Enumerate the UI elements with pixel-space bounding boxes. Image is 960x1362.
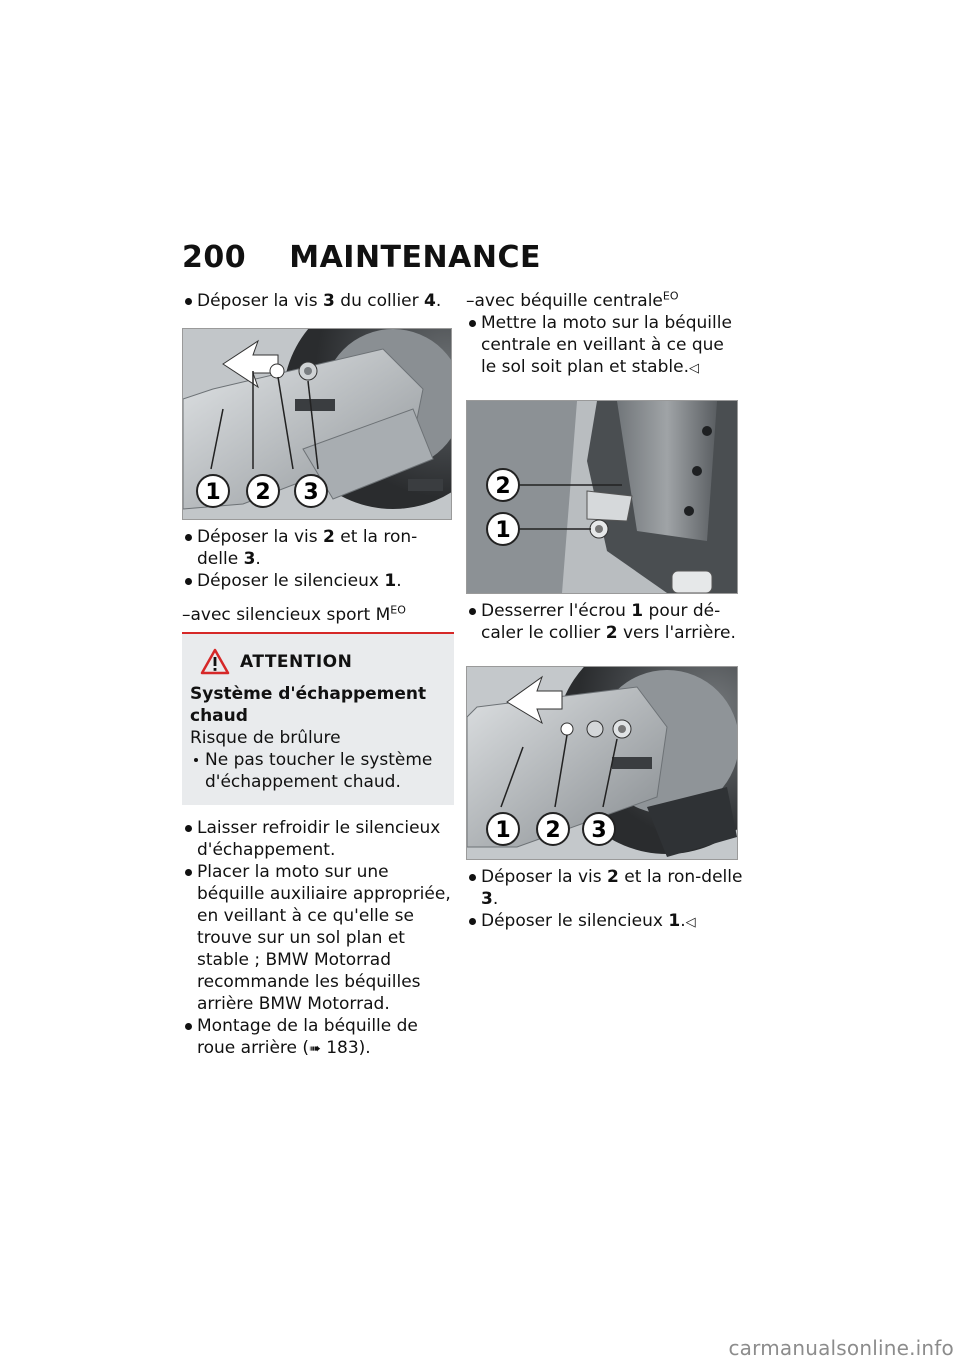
right-column [466,290,744,934]
callout-3: 3 [303,480,319,505]
step-remove-screw-washer: Déposer la vis 2 et la ron-delle 3. [182,526,454,570]
watermark: carmanualsonline.info [728,1336,954,1360]
callout-1: 1 [495,518,511,543]
step-loosen-nut: Desserrer l'écrou 1 pour dé-caler le collier 2 vers l'arrière. [466,600,744,644]
figure-nut-collar [466,400,738,594]
condition-center-stand: –avec béquille centrale$^{EO}$ [466,289,679,311]
section-title: MAINTENANCE [289,240,541,275]
step-remove-silencer-sport: Déposer le silencieux 1.◁ [466,910,744,934]
warning-header [200,648,446,675]
left-column [182,290,454,1060]
arrow-right-icon: ➠ [309,1041,321,1057]
warning-triangle-icon [200,648,230,675]
step-remove-screw-washer-sport: Déposer la vis 2 et la ron-delle 3. [466,866,744,910]
callout-2: 2 [545,818,561,843]
callout-2: 2 [495,474,511,499]
callout-1: 1 [205,480,221,505]
step-rear-stand-ref: Montage de la béquille de roue arrière (➠ 183). [182,1015,454,1060]
warning-instruction: Ne pas toucher le système d'échappement chaud. [190,749,446,793]
end-triangle-icon: ◁ [688,361,699,376]
end-triangle-icon: ◁ [685,915,696,930]
condition-sport-silencer: –avec silencieux sport $M^{EO}$ [182,603,406,625]
step-auxiliary-stand: Placer la moto sur une béquille auxiliaire appropriée, en veillant à ce qu'elle se trouve sur un sol plan et stable ; BMW Motorrad recommande les béquilles arrière BMW Motorrad. [182,861,454,1015]
step-cool-silencer: Laisser refroidir le silencieux d'échappement. [182,817,454,861]
callout-2: 2 [255,480,271,505]
figure-sport-silencer-screws [466,666,738,860]
warning-title: ATTENTION [240,651,353,672]
step-remove-silencer: Déposer le silencieux 1. [182,570,454,592]
warning-risk: Risque de brûlure [190,728,341,748]
step-center-stand: Mettre la moto sur la béquille centrale en veillant à ce que le sol soit plan et stable.◁ [466,312,744,380]
warning-box [182,634,454,805]
page-reference-link[interactable]: 183 [326,1038,359,1058]
warning-subtitle: Système d'échappement chaud [190,684,427,726]
page-number: 200 [182,240,247,275]
page-header [182,238,541,278]
callout-1: 1 [495,818,511,843]
callout-3: 3 [591,818,607,843]
figure-silencer-screws [182,328,452,520]
step-remove-screw-collar: Déposer la vis 3 du collier 4. [182,290,454,312]
